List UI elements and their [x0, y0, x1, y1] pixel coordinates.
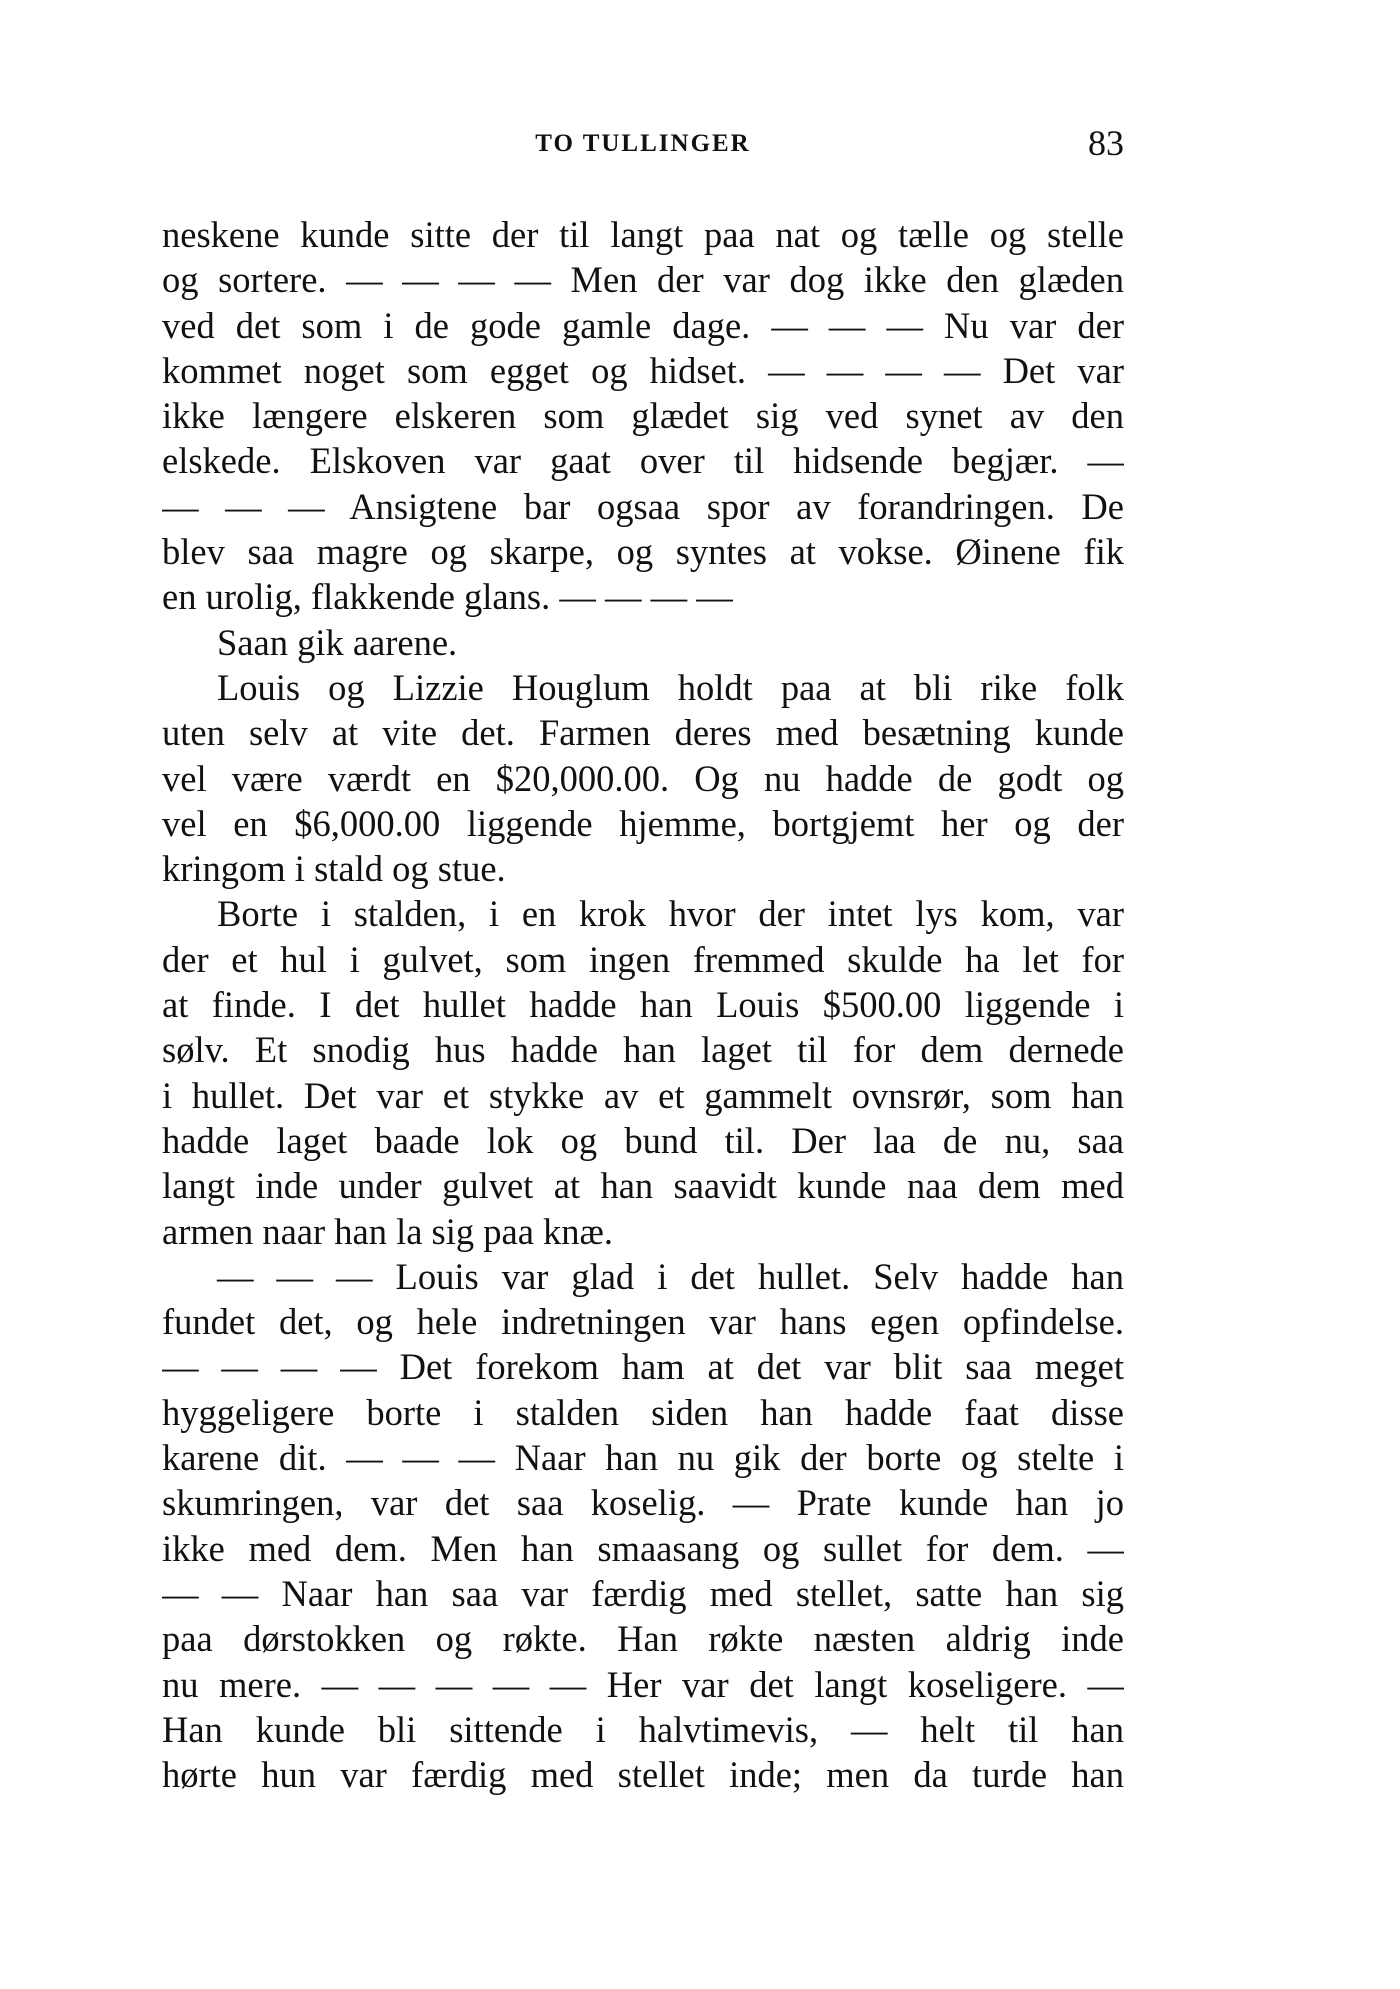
text-line: ved det som i de gode gamle dage. — — — Nu var der	[162, 304, 1124, 346]
text-line: — — Naar han saa var færdig med stellet, satte han sig	[162, 1572, 1124, 1614]
text-line: — — — Louis var glad i det hullet. Selv hadde han	[217, 1255, 1124, 1297]
text-line: — — — Ansigtene bar ogsaa spor av forandringen. De	[162, 485, 1124, 527]
text-line: ikke længere elskeren som glædet sig ved synet av den	[162, 395, 1124, 437]
text-line: vel en $6,000.00 liggende hjemme, bortgjemt her og der	[162, 802, 1124, 844]
text-line: elskede. Elskoven var gaat over til hidsende begjær. —	[162, 440, 1124, 482]
text-line: karene dit. — — — Naar han nu gik der borte og stelte i	[162, 1437, 1124, 1479]
running-title: TO TULLINGER	[535, 130, 751, 157]
text-line: hadde laget baade lok og bund til. Der laa de nu, saa	[162, 1119, 1124, 1161]
text-line: neskene kunde sitte der til langt paa nat og tælle og stelle	[162, 214, 1124, 255]
text-line: og sortere. — — — — Men der var dog ikke den glæden	[162, 259, 1124, 301]
text-line: paa dørstokken og røkte. Han røkte næsten aldrig inde	[162, 1618, 1124, 1660]
page-number: 83	[1088, 123, 1124, 163]
body-text	[162, 212, 1124, 1797]
text-line: sølv. Et snodig hus hadde han laget til for dem dernede	[162, 1029, 1124, 1071]
text-line: Saan gik aarene.	[217, 621, 458, 663]
text-line: hyggeligere borte i stalden siden han hadde faat disse	[162, 1391, 1124, 1433]
text-line: hørte hun var færdig med stellet inde; men da turde han	[162, 1754, 1124, 1796]
text-line: Han kunde bli sittende i halvtimevis, — helt til han	[162, 1708, 1124, 1750]
text-line: armen naar han la sig paa knæ.	[162, 1210, 614, 1252]
page-header	[162, 122, 1124, 172]
text-line: der et hul i gulvet, som ingen fremmed skulde ha let for	[162, 938, 1124, 980]
text-line: blev saa magre og skarpe, og syntes at vokse. Øinene fik	[162, 531, 1124, 573]
text-line: skumringen, var det saa koselig. — Prate kunde han jo	[162, 1482, 1124, 1524]
text-line: nu mere. — — — — — Her var det langt koseligere. —	[162, 1663, 1124, 1705]
text-line: ikke med dem. Men han smaasang og sullet for dem. —	[162, 1527, 1124, 1569]
text-line: langt inde under gulvet at han saavidt kunde naa dem med	[162, 1165, 1124, 1207]
text-line: — — — — Det forekom ham at det var blit saa meget	[162, 1346, 1124, 1388]
text-line: kommet noget som egget og hidset. — — — — Det var	[162, 349, 1124, 391]
text-line: uten selv at vite det. Farmen deres med besætning kunde	[162, 712, 1124, 754]
text-line: Louis og Lizzie Houglum holdt paa at bli rike folk	[217, 666, 1124, 708]
text-line: fundet det, og hele indretningen var hans egen opfindelse.	[162, 1301, 1124, 1343]
text-line: vel være værdt en $20,000.00. Og nu hadde de godt og	[162, 757, 1124, 799]
text-line: at finde. I det hullet hadde han Louis $500.00 liggende i	[162, 984, 1124, 1026]
text-line: kringom i stald og stue.	[162, 848, 506, 890]
text-line: Borte i stalden, i en krok hvor der intet lys kom, var	[217, 893, 1124, 935]
text-line: en urolig, flakkende glans. — — — —	[162, 576, 733, 618]
text-line: i hullet. Det var et stykke av et gammelt ovnsrør, som han	[162, 1074, 1124, 1116]
